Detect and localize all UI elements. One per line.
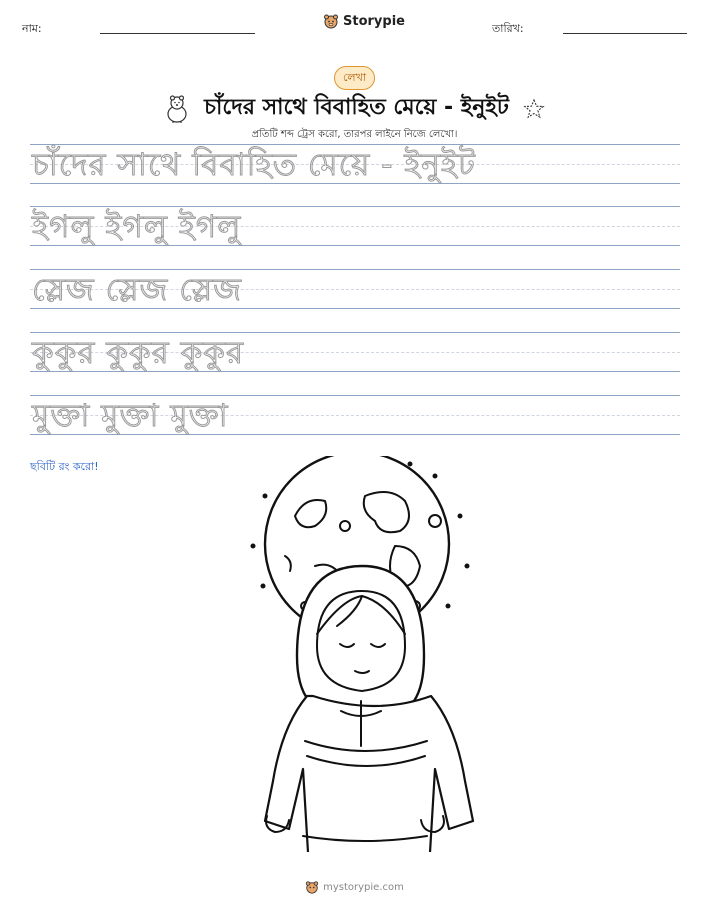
- trace-row[interactable]: [30, 395, 680, 439]
- trace-text: চাঁদের সাথে বিবাহিত মেয়ে - ইনুইট: [32, 147, 476, 183]
- date-label: তারিখ:: [492, 22, 524, 35]
- color-prompt: ছবিটি রং করো!: [30, 460, 99, 473]
- trace-text: মুক্তা মুক্তা মুক্তা: [32, 398, 229, 434]
- name-label: নাম:: [22, 22, 42, 35]
- storypie-mascot-icon: [323, 13, 339, 29]
- instruction-text: প্রতিটি শব্দ ট্রেস করো, তারপর লাইনে নিজে লেখো।: [251, 129, 458, 140]
- trace-row[interactable]: [30, 144, 680, 188]
- trace-text: কুকুর কুকুর কুকুর: [32, 335, 244, 371]
- polar-bear-icon: [164, 94, 190, 124]
- category-tag: লেখা: [334, 66, 375, 90]
- name-line[interactable]: [100, 33, 255, 34]
- footer: [0, 880, 709, 894]
- trace-row[interactable]: [30, 206, 680, 250]
- page-title: চাঁদের সাথে বিবাহিত মেয়ে - ইনুইট: [204, 95, 509, 120]
- trace-row[interactable]: [30, 332, 680, 376]
- storypie-mascot-icon: [305, 880, 319, 894]
- trace-row[interactable]: [30, 269, 680, 313]
- trace-text: স্লেজ স্লেজ স্লেজ: [32, 272, 242, 308]
- trace-text: ইগলু ইগলু ইগলু: [32, 209, 242, 245]
- coloring-illustration[interactable]: [245, 456, 475, 852]
- star-icon: [523, 98, 545, 120]
- brand-logo: [323, 13, 405, 29]
- brand-name: Storypie: [343, 13, 405, 29]
- footer-site-link[interactable]: mystorypie.com: [323, 881, 404, 893]
- date-line[interactable]: [563, 33, 687, 34]
